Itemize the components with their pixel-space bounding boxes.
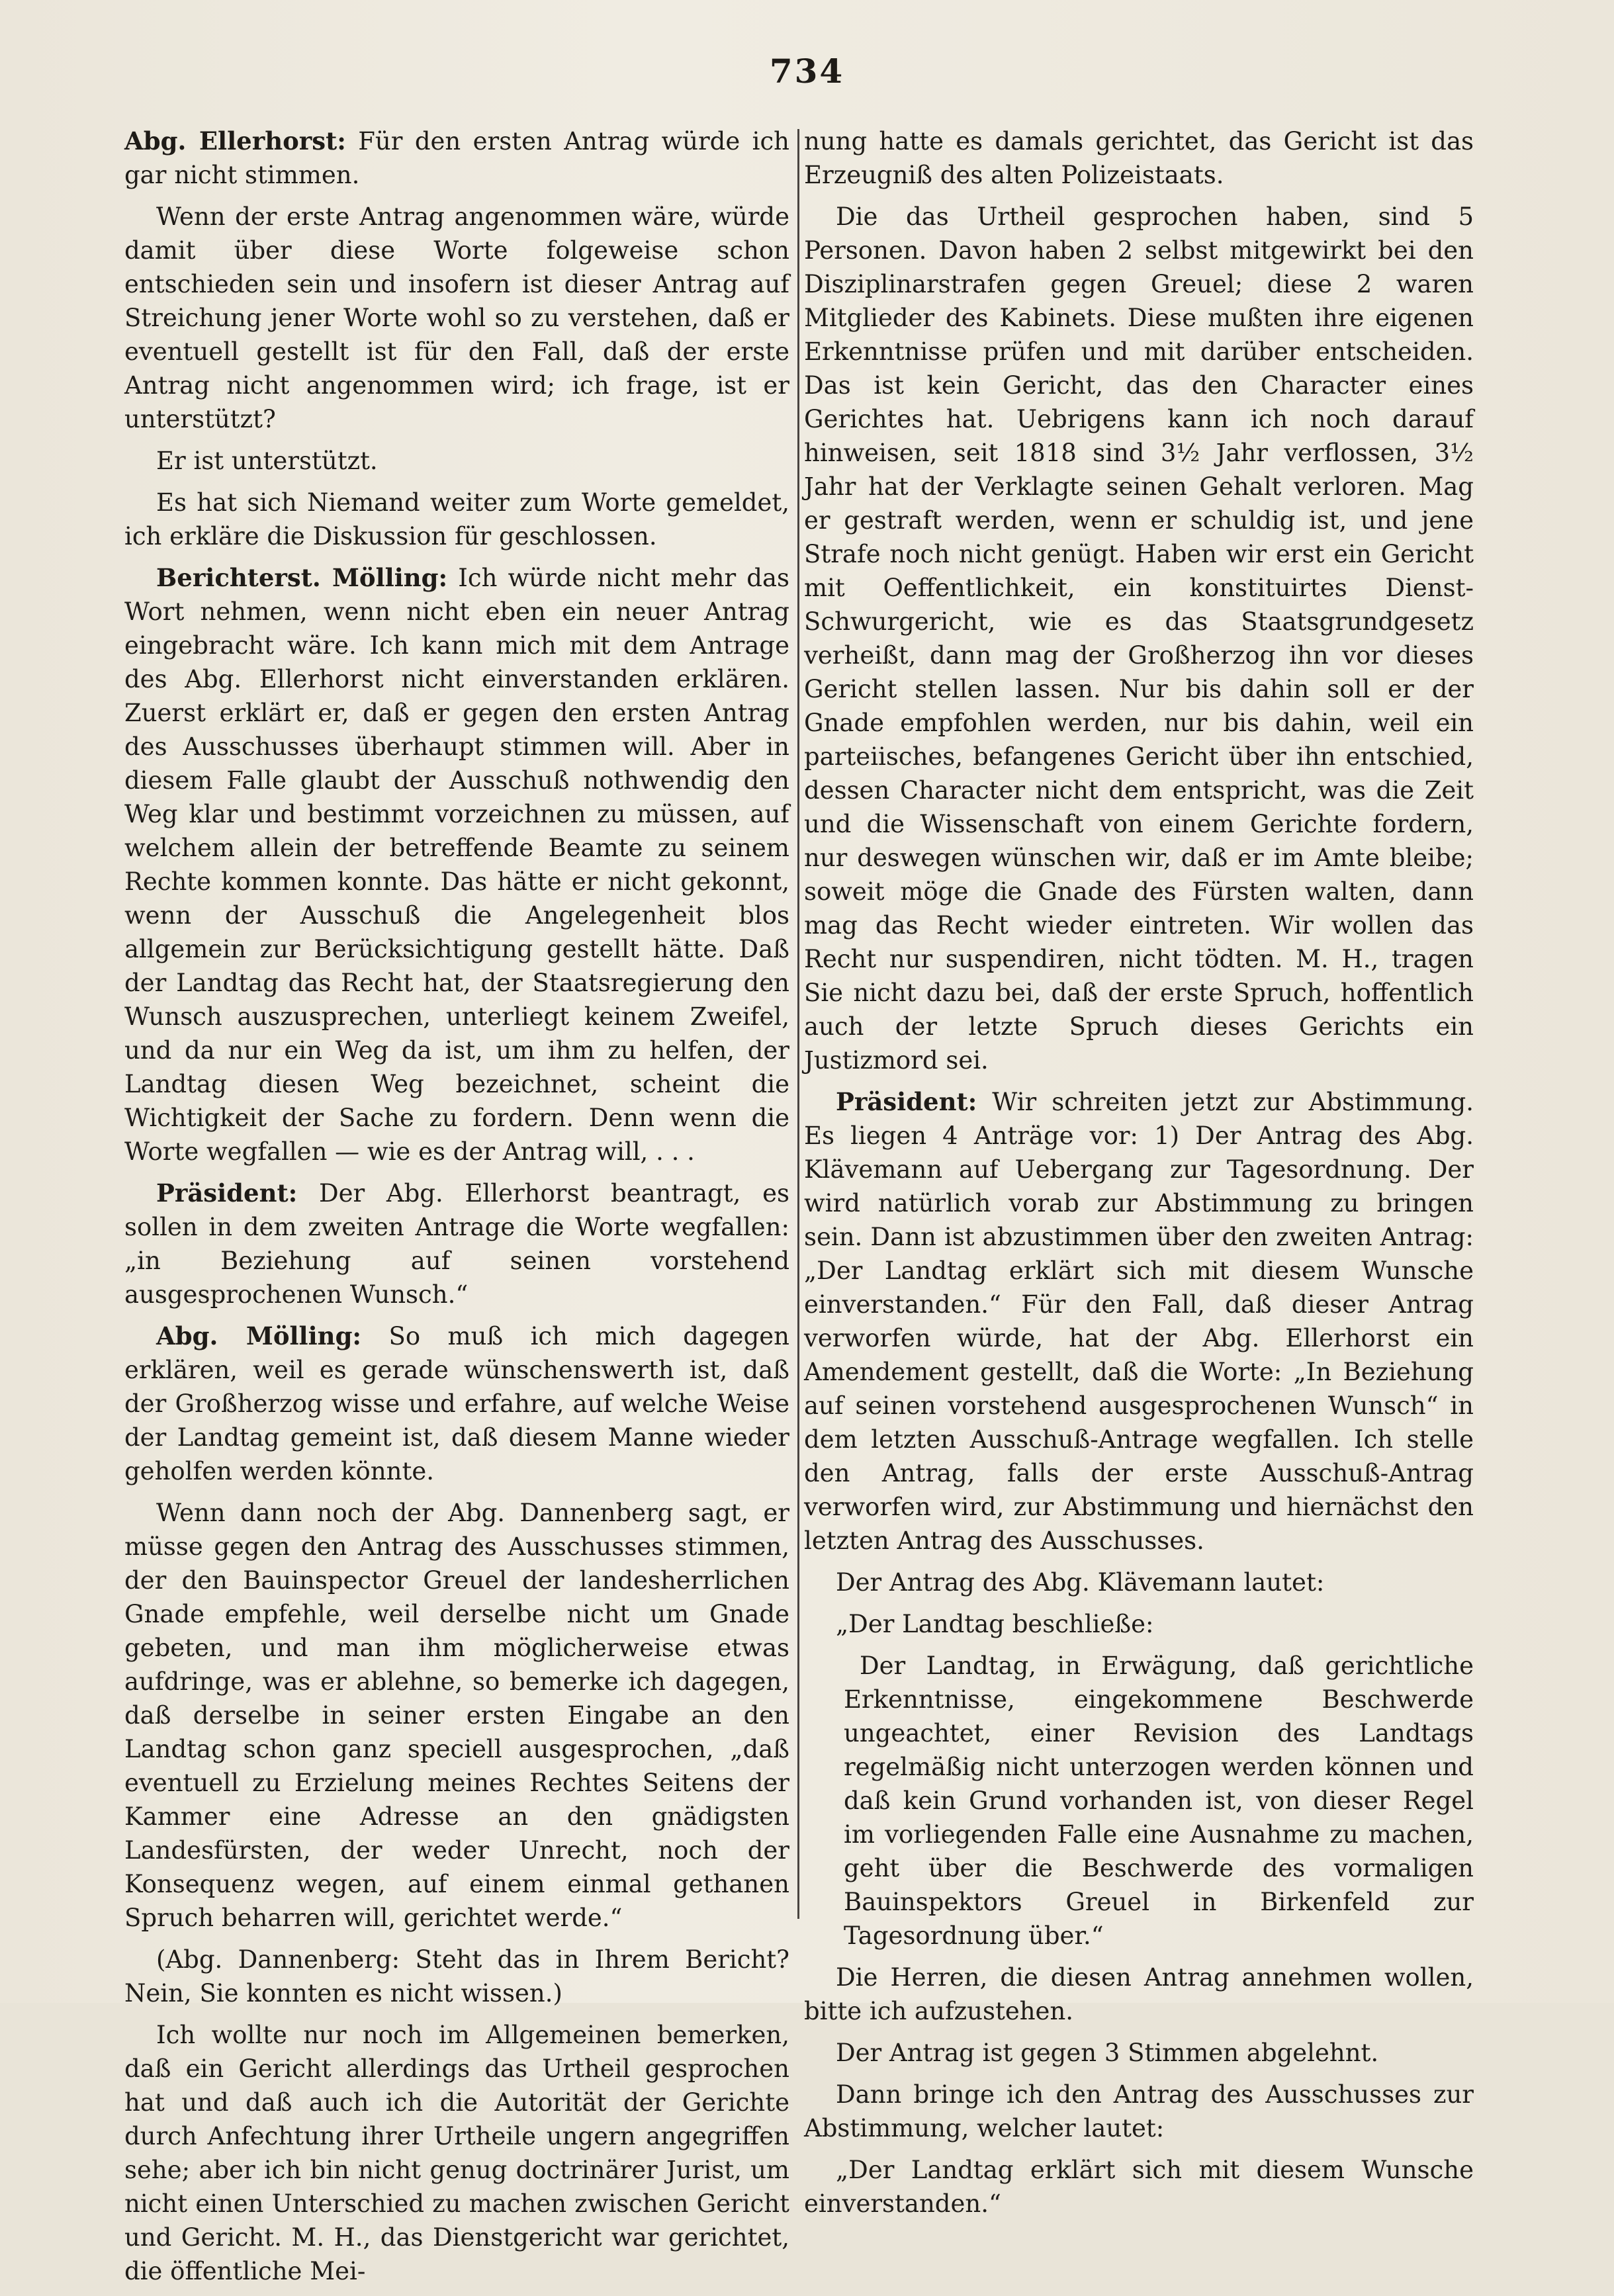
speaker-name: Berichterst. Mölling: bbox=[156, 563, 448, 592]
paragraph-text: Der Antrag ist gegen 3 Stimmen abgelehnt. bbox=[836, 2039, 1379, 2067]
paragraph bbox=[124, 486, 789, 553]
paragraph-text: Es hat sich Niemand weiter zum Worte gemeldet, ich erkläre die Diskussion für geschlossen. bbox=[124, 488, 789, 551]
speaker-name: Präsident: bbox=[156, 1178, 298, 1208]
paragraph bbox=[124, 2018, 789, 2288]
paragraph bbox=[804, 124, 1474, 192]
paragraph-text: Er ist unterstützt. bbox=[156, 447, 378, 475]
paragraph bbox=[804, 200, 1474, 1077]
paragraph-text: Wir schreiten jetzt zur Abstimmung. Es liegen 4 Anträge vor: 1) Der Antrag des Abg. Klävemann auf Uebergang zur Tagesordnung. Der wird natürlich vorab zur Abstimmung zu bringen sein. Dann ist abzustimmen über den zweiten Antrag: „Der Landtag erklärt sich mit diesem Wunsche einverstanden.“ Für den Fall, daß dieser Antrag verworfen würde, hat der Abg. Ellerhorst ein Amendement gestellt, daß die Worte: „In Beziehung auf seinen vorstehend ausgesprochenen Wunsch“ in dem letzten Ausschuß-Antrage wegfallen. Ich stelle den Antrag, falls der erste Ausschuß-Antrag verworfen wird, zur Abstimmung und hiernächst den letzten Antrag des Ausschusses. bbox=[804, 1088, 1474, 1555]
left-column bbox=[124, 124, 789, 2296]
paragraph-text: Wenn der erste Antrag angenommen wäre, würde damit über diese Worte folgeweise schon entschieden sein und insofern ist dieser Antrag auf Streichung jener Worte wohl so zu verstehen, daß er eventuell gestellt ist für den Fall, daß der erste Antrag nicht angenommen wird; ich frage, ist er unterstützt? bbox=[124, 202, 789, 433]
paragraph-text: Der Antrag des Abg. Klävemann lautet: bbox=[836, 1568, 1325, 1597]
paragraph bbox=[844, 1649, 1474, 1953]
paragraph bbox=[124, 1319, 789, 1488]
speaker-name: Abg. Ellerhorst: bbox=[124, 126, 346, 155]
paragraph-text: Ich wollte nur noch im Allgemeinen bemerken, daß ein Gericht allerdings das Urtheil gesprochen hat und daß auch ich die Autorität der Gerichte durch Anfechtung ihrer Urtheile ungern angegriffen sehe; aber ich bin nicht genug doctrinärer Jurist, um nicht einen Unterschied zu machen zwischen Gericht und Gericht. M. H., das Dienstgericht war gerichtet, die öffentliche Mei- bbox=[124, 2021, 789, 2285]
page-number: 734 bbox=[769, 52, 845, 91]
paragraph-text: Der Abg. Ellerhorst beantragt, es sollen in dem zweiten Antrage die Worte wegfallen: „in Beziehung auf seinen vorstehend ausgesprochenen Wunsch.“ bbox=[124, 1179, 789, 1309]
paragraph-text: „Der Landtag beschließe: bbox=[836, 1610, 1154, 1638]
paragraph-text: Ich würde nicht mehr das Wort nehmen, wenn nicht eben ein neuer Antrag eingebracht wäre. Ich kann mich mit dem Antrage des Abg. Ellerhorst nicht einverstanden erklären. Zuerst erklärt er, daß er gegen den ersten Antrag des Ausschusses überhaupt stimmen will. Aber in diesem Falle glaubt der Ausschuß nothwendig den Weg klar und bestimmt vorzeichnen zu müssen, auf welchem allein der betreffende Beamte zu seinem Rechte kommen konnte. Das hätte er nicht gekonnt, wenn der Ausschuß die Angelegenheit blos allgemein zur Berücksichtigung gestellt hätte. Daß der Landtag das Recht hat, der Staatsregierung den Wunsch auszusprechen, unterliegt keinem Zweifel, und da nur ein Weg da ist, um ihm zu helfen, der Landtag diesen Weg bezeichnet, scheint die Wichtigkeit der Sache zu fordern. Denn wenn die Worte wegfallen — wie es der Antrag will, . . . bbox=[124, 564, 789, 1166]
paragraph bbox=[124, 200, 789, 436]
paragraph-text: Der Landtag, in Erwägung, daß gerichtliche Erkenntnisse, eingekommene Beschwerde ungeachtet, einer Revision des Landtags regelmäßig nicht unterzogen werden können und daß kein Grund vorhanden ist, von dieser Regel im vorliegenden Falle eine Ausnahme zu machen, geht über die Beschwerde des vormaligen Bauinspektors Greuel in Birkenfeld zur Tagesordnung über.“ bbox=[844, 1652, 1474, 1950]
paragraph bbox=[124, 444, 789, 478]
paragraph-text: (Abg. Dannenberg: Steht das in Ihrem Bericht? Nein, Sie konnten es nicht wissen.) bbox=[124, 1945, 789, 2008]
paragraph bbox=[804, 1607, 1474, 1641]
paragraph-text: Dann bringe ich den Antrag des Ausschusses zur Abstimmung, welcher lautet: bbox=[804, 2080, 1474, 2142]
paragraph-text: „Der Landtag erklärt sich mit diesem Wunsche einverstanden.“ bbox=[804, 2156, 1474, 2218]
right-column bbox=[804, 124, 1474, 2229]
paragraph-text: Die das Urtheil gesprochen haben, sind 5 Personen. Davon haben 2 selbst mitgewirkt bei den Disziplinarstrafen gegen Greuel; diese 2 waren Mitglieder des Kabinets. Diese mußten ihre eigenen Erkenntnisse prüfen und mit darüber entscheiden. Das ist kein Gericht, das den Character eines Gerichtes hat. Uebrigens kann ich noch darauf hinweisen, seit 1818 sind 3½ Jahr verflossen, 3½ Jahr hat der Verklagte seinen Gehalt verloren. Mag er gestraft werden, wenn er schuldig ist, und jene Strafe noch nicht genügt. Haben wir erst ein Gericht mit Oeffentlichkeit, ein konstituirtes Dienst-Schwurgericht, wie es das Staatsgrundgesetz verheißt, dann mag der Großherzog ihn vor dieses Gericht stellen lassen. Nur bis dahin soll er der Gnade empfohlen werden, nur bis dahin, weil ein parteiisches, befangenes Gericht über ihn entschied, dessen Character nicht dem entspricht, was die Zeit und die Wissenschaft von einem Gerichte fordern, nur deswegen wünschen wir, daß er im Amte bleibe; soweit möge die Gnade des Fürsten walten, dann mag das Recht wieder eintreten. Wir wollen das Recht nur suspendiren, nicht tödten. M. H., tragen Sie nicht dazu bei, daß der erste Spruch, hoffentlich auch der letzte Spruch dieses Gerichts ein Justizmord sei. bbox=[804, 202, 1474, 1075]
paragraph-text: So muß ich mich dagegen erklären, weil es gerade wünschenswerth ist, daß der Großherzog wisse und erfahre, auf welche Weise der Landtag gemeint ist, daß diesem Manne wieder geholfen werden könnte. bbox=[124, 1322, 789, 1485]
paragraph-text: nung hatte es damals gerichtet, das Gericht ist das Erzeugniß des alten Polizeistaats. bbox=[804, 127, 1474, 189]
paragraph bbox=[124, 1943, 789, 2010]
paragraph bbox=[124, 1176, 789, 1311]
paragraph-text: Die Herren, die diesen Antrag annehmen wollen, bitte ich aufzustehen. bbox=[804, 1963, 1474, 2025]
paragraph-text: Für den ersten Antrag würde ich gar nicht stimmen. bbox=[124, 127, 789, 189]
speaker-name: Präsident: bbox=[836, 1087, 977, 1116]
paragraph bbox=[124, 1496, 789, 1935]
paragraph bbox=[804, 1961, 1474, 2028]
speaker-name: Abg. Mölling: bbox=[156, 1321, 362, 1350]
paragraph bbox=[804, 1085, 1474, 1558]
paragraph bbox=[804, 2078, 1474, 2145]
paragraph bbox=[804, 1566, 1474, 1599]
paragraph bbox=[124, 561, 789, 1169]
paragraph bbox=[804, 2036, 1474, 2070]
paragraph-text: Wenn dann noch der Abg. Dannenberg sagt, er müsse gegen den Antrag des Ausschusses stimmen, der den Bauinspector Greuel der landesherrlichen Gnade empfehle, weil derselbe nicht um Gnade gebeten, und man ihm möglicherweise etwas aufdringe, was er ablehne, so bemerke ich dagegen, daß derselbe in seiner ersten Eingabe an den Landtag schon ganz speciell ausgesprochen, „daß eventuell zu Erzielung meines Rechtes Seitens der Kammer eine Adresse an den gnädigsten Landesfürsten, der weder Unrecht, noch der Konsequenz wegen, auf einem einmal gethanen Spruch beharren will, gerichtet werde.“ bbox=[124, 1499, 789, 1932]
paragraph bbox=[124, 124, 789, 192]
paragraph bbox=[804, 2153, 1474, 2221]
column-divider bbox=[797, 129, 799, 1919]
